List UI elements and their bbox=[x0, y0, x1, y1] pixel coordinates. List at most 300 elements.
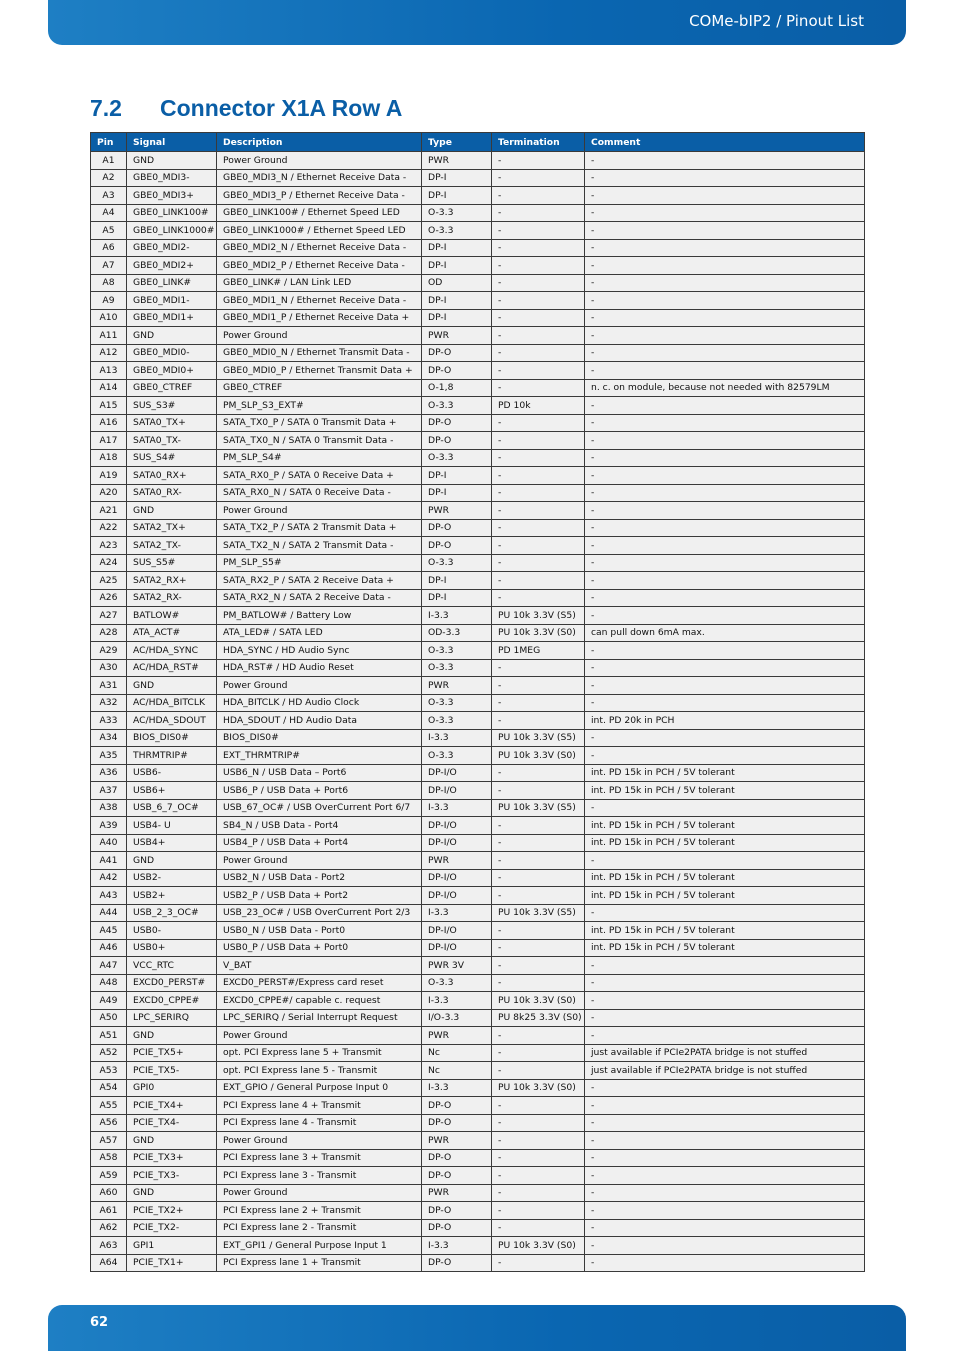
column-header-pin: Pin bbox=[91, 133, 127, 152]
termination-cell: - bbox=[492, 554, 585, 572]
pin-cell: A17 bbox=[91, 432, 127, 450]
section-heading bbox=[90, 95, 402, 122]
table-row bbox=[91, 782, 865, 800]
type-cell: DP-I bbox=[422, 309, 492, 327]
table-row bbox=[91, 817, 865, 835]
description-cell: PM_SLP_S5# bbox=[217, 554, 422, 572]
type-cell: DP-I bbox=[422, 169, 492, 187]
description-cell: PCI Express lane 4 - Transmit bbox=[217, 1114, 422, 1132]
pin-cell: A37 bbox=[91, 782, 127, 800]
table-row bbox=[91, 974, 865, 992]
description-cell: GBE0_MDI2_N / Ethernet Receive Data - bbox=[217, 239, 422, 257]
pin-cell: A7 bbox=[91, 257, 127, 275]
signal-cell: USB_6_7_OC# bbox=[127, 799, 217, 817]
pinout-table bbox=[90, 132, 865, 1272]
type-cell: DP-I/O bbox=[422, 939, 492, 957]
pin-cell: A53 bbox=[91, 1062, 127, 1080]
table-row bbox=[91, 887, 865, 905]
comment-cell: - bbox=[585, 904, 865, 922]
comment-cell: - bbox=[585, 747, 865, 765]
pin-cell: A33 bbox=[91, 712, 127, 730]
signal-cell: GPI1 bbox=[127, 1237, 217, 1255]
signal-cell: SATA2_RX- bbox=[127, 589, 217, 607]
type-cell: PWR bbox=[422, 1027, 492, 1045]
description-cell: HDA_RST# / HD Audio Reset bbox=[217, 659, 422, 677]
termination-cell: - bbox=[492, 1044, 585, 1062]
type-cell: PWR 3V bbox=[422, 957, 492, 975]
signal-cell: USB2+ bbox=[127, 887, 217, 905]
table-row bbox=[91, 222, 865, 240]
pin-cell: A27 bbox=[91, 607, 127, 625]
table-row bbox=[91, 274, 865, 292]
comment-cell: - bbox=[585, 432, 865, 450]
table-body bbox=[91, 152, 865, 1272]
termination-cell: PU 10k 3.3V (S0) bbox=[492, 747, 585, 765]
termination-cell: - bbox=[492, 974, 585, 992]
table-row bbox=[91, 729, 865, 747]
table-row bbox=[91, 1044, 865, 1062]
table-row bbox=[91, 1254, 865, 1272]
table-row bbox=[91, 957, 865, 975]
termination-cell: - bbox=[492, 1254, 585, 1272]
termination-cell: - bbox=[492, 327, 585, 345]
signal-cell: GND bbox=[127, 1027, 217, 1045]
pin-cell: A15 bbox=[91, 397, 127, 415]
signal-cell: USB0+ bbox=[127, 939, 217, 957]
description-cell: PM_SLP_S4# bbox=[217, 449, 422, 467]
description-cell: EXT_GPI1 / General Purpose Input 1 bbox=[217, 1237, 422, 1255]
table-row bbox=[91, 904, 865, 922]
type-cell: OD bbox=[422, 274, 492, 292]
comment-cell: just available if PCIe2PATA bridge is not stuffed bbox=[585, 1062, 865, 1080]
description-cell: EXT_GPIO / General Purpose Input 0 bbox=[217, 1079, 422, 1097]
pin-cell: A4 bbox=[91, 204, 127, 222]
pin-cell: A5 bbox=[91, 222, 127, 240]
comment-cell: can pull down 6mA max. bbox=[585, 624, 865, 642]
comment-cell: - bbox=[585, 589, 865, 607]
table-row bbox=[91, 1132, 865, 1150]
signal-cell: EXCD0_CPPE# bbox=[127, 992, 217, 1010]
table-row bbox=[91, 432, 865, 450]
termination-cell: PU 10k 3.3V (S5) bbox=[492, 799, 585, 817]
termination-cell: - bbox=[492, 519, 585, 537]
termination-cell: - bbox=[492, 852, 585, 870]
pin-cell: A8 bbox=[91, 274, 127, 292]
signal-cell: USB0- bbox=[127, 922, 217, 940]
table-row bbox=[91, 1237, 865, 1255]
comment-cell: int. PD 15k in PCH / 5V tolerant bbox=[585, 834, 865, 852]
pin-cell: A51 bbox=[91, 1027, 127, 1045]
page-number: 62 bbox=[90, 1315, 109, 1330]
section-title: Connector X1A Row A bbox=[160, 95, 403, 121]
termination-cell: - bbox=[492, 694, 585, 712]
comment-cell: - bbox=[585, 1167, 865, 1185]
pin-cell: A19 bbox=[91, 467, 127, 485]
termination-cell: PU 10k 3.3V (S5) bbox=[492, 729, 585, 747]
pin-cell: A44 bbox=[91, 904, 127, 922]
type-cell: DP-O bbox=[422, 1097, 492, 1115]
type-cell: DP-O bbox=[422, 432, 492, 450]
comment-cell: - bbox=[585, 1237, 865, 1255]
description-cell: USB0_N / USB Data - Port0 bbox=[217, 922, 422, 940]
table-row bbox=[91, 589, 865, 607]
pin-cell: A1 bbox=[91, 152, 127, 170]
type-cell: DP-I/O bbox=[422, 887, 492, 905]
termination-cell: PU 10k 3.3V (S0) bbox=[492, 992, 585, 1010]
comment-cell: - bbox=[585, 222, 865, 240]
termination-cell: - bbox=[492, 1149, 585, 1167]
description-cell: Power Ground bbox=[217, 677, 422, 695]
table-row bbox=[91, 449, 865, 467]
description-cell: SATA_TX0_P / SATA 0 Transmit Data + bbox=[217, 414, 422, 432]
table-row bbox=[91, 624, 865, 642]
comment-cell: - bbox=[585, 677, 865, 695]
table-row bbox=[91, 572, 865, 590]
signal-cell: PCIE_TX5- bbox=[127, 1062, 217, 1080]
signal-cell: AC/HDA_SDOUT bbox=[127, 712, 217, 730]
signal-cell: GBE0_MDI1+ bbox=[127, 309, 217, 327]
description-cell: USB2_P / USB Data + Port2 bbox=[217, 887, 422, 905]
description-cell: V_BAT bbox=[217, 957, 422, 975]
pin-cell: A60 bbox=[91, 1184, 127, 1202]
signal-cell: GND bbox=[127, 677, 217, 695]
table-row bbox=[91, 292, 865, 310]
signal-cell: SATA2_TX+ bbox=[127, 519, 217, 537]
pin-cell: A13 bbox=[91, 362, 127, 380]
termination-cell: PU 10k 3.3V (S0) bbox=[492, 1079, 585, 1097]
description-cell: Power Ground bbox=[217, 152, 422, 170]
type-cell: DP-I/O bbox=[422, 922, 492, 940]
type-cell: PWR bbox=[422, 152, 492, 170]
pin-cell: A43 bbox=[91, 887, 127, 905]
termination-cell: PU 8k25 3.3V (S0) bbox=[492, 1009, 585, 1027]
type-cell: DP-O bbox=[422, 1167, 492, 1185]
pin-cell: A35 bbox=[91, 747, 127, 765]
signal-cell: PCIE_TX3+ bbox=[127, 1149, 217, 1167]
type-cell: DP-I bbox=[422, 589, 492, 607]
description-cell: GBE0_MDI0_N / Ethernet Transmit Data - bbox=[217, 344, 422, 362]
type-cell: PWR bbox=[422, 852, 492, 870]
pin-cell: A14 bbox=[91, 379, 127, 397]
signal-cell: GBE0_MDI2- bbox=[127, 239, 217, 257]
termination-cell: - bbox=[492, 169, 585, 187]
pin-cell: A9 bbox=[91, 292, 127, 310]
pin-cell: A49 bbox=[91, 992, 127, 1010]
comment-cell: - bbox=[585, 957, 865, 975]
signal-cell: PCIE_TX2+ bbox=[127, 1202, 217, 1220]
description-cell: PCI Express lane 3 - Transmit bbox=[217, 1167, 422, 1185]
type-cell: DP-O bbox=[422, 414, 492, 432]
type-cell: DP-I/O bbox=[422, 764, 492, 782]
description-cell: ATA_LED# / SATA LED bbox=[217, 624, 422, 642]
table-row bbox=[91, 484, 865, 502]
type-cell: DP-I bbox=[422, 292, 492, 310]
termination-cell: - bbox=[492, 1097, 585, 1115]
section-number: 7.2 bbox=[90, 95, 122, 121]
pin-cell: A47 bbox=[91, 957, 127, 975]
description-cell: USB2_N / USB Data - Port2 bbox=[217, 869, 422, 887]
table-row bbox=[91, 764, 865, 782]
signal-cell: GBE0_MDI2+ bbox=[127, 257, 217, 275]
comment-cell: int. PD 15k in PCH / 5V tolerant bbox=[585, 869, 865, 887]
type-cell: PWR bbox=[422, 677, 492, 695]
description-cell: USB0_P / USB Data + Port0 bbox=[217, 939, 422, 957]
termination-cell: - bbox=[492, 1132, 585, 1150]
pin-cell: A50 bbox=[91, 1009, 127, 1027]
signal-cell: USB4- U bbox=[127, 817, 217, 835]
pin-cell: A29 bbox=[91, 642, 127, 660]
termination-cell: - bbox=[492, 222, 585, 240]
termination-cell: - bbox=[492, 449, 585, 467]
signal-cell: BATLOW# bbox=[127, 607, 217, 625]
signal-cell: GBE0_LINK# bbox=[127, 274, 217, 292]
pin-cell: A16 bbox=[91, 414, 127, 432]
type-cell: O-3.3 bbox=[422, 747, 492, 765]
description-cell: USB6_P / USB Data + Port6 bbox=[217, 782, 422, 800]
comment-cell: - bbox=[585, 467, 865, 485]
description-cell: PCI Express lane 1 + Transmit bbox=[217, 1254, 422, 1272]
signal-cell: USB_2_3_OC# bbox=[127, 904, 217, 922]
pin-cell: A34 bbox=[91, 729, 127, 747]
description-cell: GBE0_LINK100# / Ethernet Speed LED bbox=[217, 204, 422, 222]
description-cell: Power Ground bbox=[217, 1132, 422, 1150]
termination-cell: - bbox=[492, 1202, 585, 1220]
table-row bbox=[91, 1202, 865, 1220]
type-cell: O-3.3 bbox=[422, 554, 492, 572]
signal-cell: AC/HDA_RST# bbox=[127, 659, 217, 677]
table-row bbox=[91, 607, 865, 625]
pin-cell: A40 bbox=[91, 834, 127, 852]
pin-cell: A23 bbox=[91, 537, 127, 555]
description-cell: GBE0_MDI2_P / Ethernet Receive Data - bbox=[217, 257, 422, 275]
table-row bbox=[91, 869, 865, 887]
signal-cell: ATA_ACT# bbox=[127, 624, 217, 642]
type-cell: DP-I bbox=[422, 572, 492, 590]
footer-bar bbox=[48, 1305, 906, 1351]
signal-cell: EXCD0_PERST# bbox=[127, 974, 217, 992]
table-row bbox=[91, 309, 865, 327]
comment-cell: - bbox=[585, 449, 865, 467]
type-cell: DP-I/O bbox=[422, 834, 492, 852]
signal-cell: GBE0_MDI1- bbox=[127, 292, 217, 310]
comment-cell: - bbox=[585, 1219, 865, 1237]
table-row bbox=[91, 1079, 865, 1097]
description-cell: GBE0_MDI3_P / Ethernet Receive Data - bbox=[217, 187, 422, 205]
termination-cell: PU 10k 3.3V (S5) bbox=[492, 904, 585, 922]
signal-cell: SATA2_TX- bbox=[127, 537, 217, 555]
termination-cell: - bbox=[492, 957, 585, 975]
signal-cell: GBE0_MDI0+ bbox=[127, 362, 217, 380]
termination-cell: - bbox=[492, 467, 585, 485]
signal-cell: GBE0_LINK100# bbox=[127, 204, 217, 222]
description-cell: SATA_TX0_N / SATA 0 Transmit Data - bbox=[217, 432, 422, 450]
pin-cell: A22 bbox=[91, 519, 127, 537]
comment-cell: - bbox=[585, 694, 865, 712]
table-row bbox=[91, 1009, 865, 1027]
description-cell: HDA_SDOUT / HD Audio Data bbox=[217, 712, 422, 730]
pin-cell: A11 bbox=[91, 327, 127, 345]
table-row bbox=[91, 712, 865, 730]
termination-cell: - bbox=[492, 1167, 585, 1185]
comment-cell: - bbox=[585, 537, 865, 555]
column-header-type: Type bbox=[422, 133, 492, 152]
type-cell: DP-O bbox=[422, 537, 492, 555]
type-cell: O-3.3 bbox=[422, 712, 492, 730]
pin-cell: A62 bbox=[91, 1219, 127, 1237]
signal-cell: PCIE_TX4+ bbox=[127, 1097, 217, 1115]
comment-cell: - bbox=[585, 607, 865, 625]
termination-cell: - bbox=[492, 922, 585, 940]
pin-cell: A48 bbox=[91, 974, 127, 992]
signal-cell: AC/HDA_BITCLK bbox=[127, 694, 217, 712]
type-cell: I/O-3.3 bbox=[422, 1009, 492, 1027]
description-cell: SATA_RX0_P / SATA 0 Receive Data + bbox=[217, 467, 422, 485]
type-cell: DP-I bbox=[422, 257, 492, 275]
termination-cell: - bbox=[492, 834, 585, 852]
type-cell: I-3.3 bbox=[422, 729, 492, 747]
comment-cell: - bbox=[585, 1114, 865, 1132]
comment-cell: - bbox=[585, 554, 865, 572]
type-cell: DP-I bbox=[422, 484, 492, 502]
description-cell: SATA_RX2_P / SATA 2 Receive Data + bbox=[217, 572, 422, 590]
description-cell: USB6_N / USB Data – Port6 bbox=[217, 764, 422, 782]
column-header-termination: Termination bbox=[492, 133, 585, 152]
table-header-row bbox=[91, 133, 865, 152]
pin-cell: A24 bbox=[91, 554, 127, 572]
pin-cell: A28 bbox=[91, 624, 127, 642]
type-cell: DP-O bbox=[422, 1149, 492, 1167]
comment-cell: - bbox=[585, 239, 865, 257]
table-row bbox=[91, 537, 865, 555]
comment-cell: n. c. on module, because not needed with 82579LM bbox=[585, 379, 865, 397]
description-cell: GBE0_MDI1_P / Ethernet Receive Data + bbox=[217, 309, 422, 327]
termination-cell: - bbox=[492, 659, 585, 677]
description-cell: PM_SLP_S3_EXT# bbox=[217, 397, 422, 415]
type-cell: Nc bbox=[422, 1062, 492, 1080]
termination-cell: - bbox=[492, 362, 585, 380]
description-cell: PCI Express lane 2 + Transmit bbox=[217, 1202, 422, 1220]
description-cell: GBE0_CTREF bbox=[217, 379, 422, 397]
termination-cell: - bbox=[492, 292, 585, 310]
type-cell: DP-O bbox=[422, 1219, 492, 1237]
type-cell: I-3.3 bbox=[422, 904, 492, 922]
table-row bbox=[91, 747, 865, 765]
pin-cell: A38 bbox=[91, 799, 127, 817]
termination-cell: - bbox=[492, 537, 585, 555]
type-cell: O-1,8 bbox=[422, 379, 492, 397]
table-row bbox=[91, 939, 865, 957]
comment-cell: - bbox=[585, 484, 865, 502]
table-row bbox=[91, 1027, 865, 1045]
signal-cell: USB6- bbox=[127, 764, 217, 782]
comment-cell: int. PD 20k in PCH bbox=[585, 712, 865, 730]
description-cell: Power Ground bbox=[217, 327, 422, 345]
type-cell: O-3.3 bbox=[422, 222, 492, 240]
termination-cell: - bbox=[492, 152, 585, 170]
signal-cell: BIOS_DIS0# bbox=[127, 729, 217, 747]
comment-cell: - bbox=[585, 642, 865, 660]
type-cell: I-3.3 bbox=[422, 1237, 492, 1255]
signal-cell: USB4+ bbox=[127, 834, 217, 852]
type-cell: PWR bbox=[422, 502, 492, 520]
signal-cell: GBE0_CTREF bbox=[127, 379, 217, 397]
comment-cell: - bbox=[585, 204, 865, 222]
comment-cell: - bbox=[585, 414, 865, 432]
table-row bbox=[91, 257, 865, 275]
description-cell: PCI Express lane 3 + Transmit bbox=[217, 1149, 422, 1167]
table-row bbox=[91, 554, 865, 572]
comment-cell: - bbox=[585, 659, 865, 677]
signal-cell: PCIE_TX4- bbox=[127, 1114, 217, 1132]
termination-cell: - bbox=[492, 379, 585, 397]
type-cell: O-3.3 bbox=[422, 449, 492, 467]
comment-cell: - bbox=[585, 327, 865, 345]
signal-cell: GND bbox=[127, 1132, 217, 1150]
signal-cell: USB2- bbox=[127, 869, 217, 887]
type-cell: O-3.3 bbox=[422, 659, 492, 677]
table-row bbox=[91, 502, 865, 520]
pin-cell: A25 bbox=[91, 572, 127, 590]
table-row bbox=[91, 852, 865, 870]
table-row bbox=[91, 152, 865, 170]
description-cell: SATA_RX2_N / SATA 2 Receive Data - bbox=[217, 589, 422, 607]
termination-cell: - bbox=[492, 257, 585, 275]
type-cell: O-3.3 bbox=[422, 204, 492, 222]
description-cell: EXCD0_PERST#/Express card reset bbox=[217, 974, 422, 992]
description-cell: PCI Express lane 2 - Transmit bbox=[217, 1219, 422, 1237]
termination-cell: - bbox=[492, 712, 585, 730]
description-cell: Power Ground bbox=[217, 1027, 422, 1045]
comment-cell: - bbox=[585, 519, 865, 537]
table-row bbox=[91, 204, 865, 222]
signal-cell: SUS_S3# bbox=[127, 397, 217, 415]
description-cell: SB4_N / USB Data - Port4 bbox=[217, 817, 422, 835]
table-row bbox=[91, 1219, 865, 1237]
table-row bbox=[91, 187, 865, 205]
pin-cell: A30 bbox=[91, 659, 127, 677]
table-row bbox=[91, 1149, 865, 1167]
table-row bbox=[91, 1184, 865, 1202]
signal-cell: SUS_S5# bbox=[127, 554, 217, 572]
pin-cell: A3 bbox=[91, 187, 127, 205]
signal-cell: SATA0_RX+ bbox=[127, 467, 217, 485]
signal-cell: VCC_RTC bbox=[127, 957, 217, 975]
description-cell: USB4_P / USB Data + Port4 bbox=[217, 834, 422, 852]
table-row bbox=[91, 659, 865, 677]
table-row bbox=[91, 414, 865, 432]
table-row bbox=[91, 1114, 865, 1132]
comment-cell: - bbox=[585, 309, 865, 327]
table-row bbox=[91, 327, 865, 345]
pin-cell: A2 bbox=[91, 169, 127, 187]
type-cell: I-3.3 bbox=[422, 992, 492, 1010]
type-cell: DP-I/O bbox=[422, 817, 492, 835]
termination-cell: PD 1MEG bbox=[492, 642, 585, 660]
termination-cell: PD 10k bbox=[492, 397, 585, 415]
type-cell: O-3.3 bbox=[422, 397, 492, 415]
comment-cell: - bbox=[585, 502, 865, 520]
type-cell: O-3.3 bbox=[422, 974, 492, 992]
comment-cell: int. PD 15k in PCH / 5V tolerant bbox=[585, 782, 865, 800]
comment-cell: - bbox=[585, 257, 865, 275]
type-cell: O-3.3 bbox=[422, 694, 492, 712]
termination-cell: - bbox=[492, 204, 585, 222]
pin-cell: A56 bbox=[91, 1114, 127, 1132]
comment-cell: - bbox=[585, 1079, 865, 1097]
description-cell: PM_BATLOW# / Battery Low bbox=[217, 607, 422, 625]
pin-cell: A21 bbox=[91, 502, 127, 520]
type-cell: PWR bbox=[422, 327, 492, 345]
